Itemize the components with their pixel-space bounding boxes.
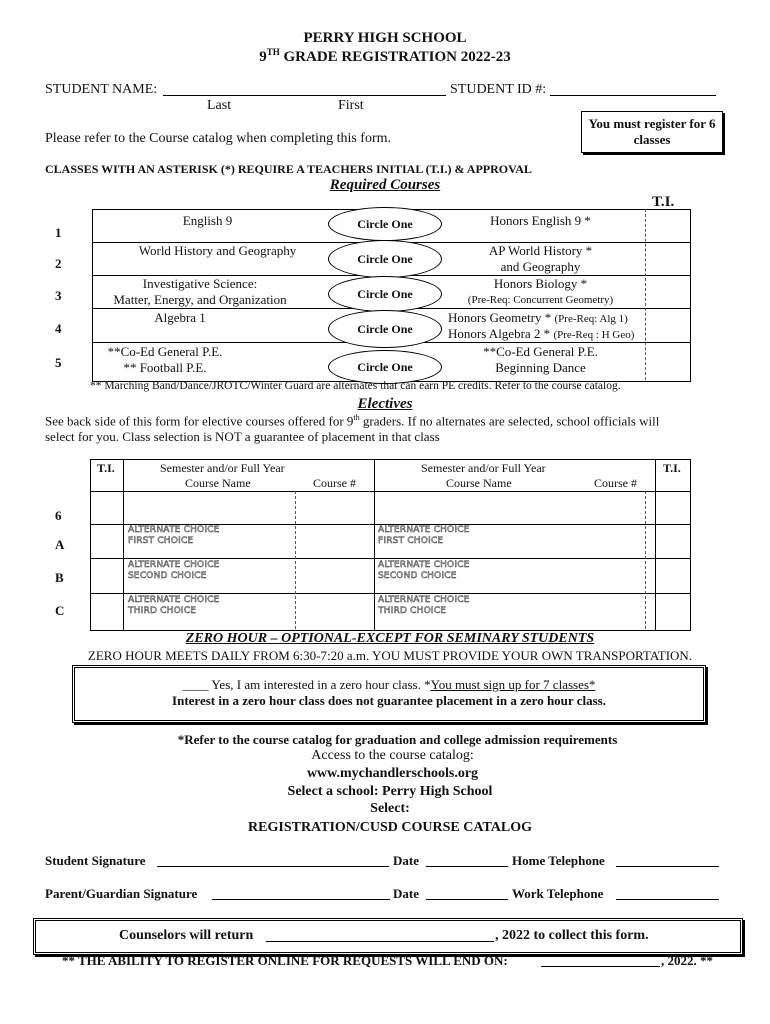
electives-desc-part: See back side of this form for elective courses offered for 9 <box>45 413 354 429</box>
alt-line2: FIRST CHOICE <box>378 536 444 546</box>
online-deadline-line[interactable] <box>541 966 660 967</box>
alternate-second-left <box>128 560 220 582</box>
catalog-url[interactable]: www.mychandlerschools.org <box>306 766 479 781</box>
alt-line1: ALTERNATE CHOICE <box>378 595 470 605</box>
electives-ti-left: T.I. <box>97 461 115 475</box>
catalog-select: Select: <box>370 801 410 816</box>
course-beginning-dance[interactable]: Beginning Dance <box>495 360 586 375</box>
electives-description <box>45 413 659 429</box>
grade-superscript: TH <box>266 47 280 57</box>
course-world-history[interactable]: World History and Geography <box>138 243 297 258</box>
date-label: Date <box>393 853 419 868</box>
course-name-header-left: Course Name <box>185 476 251 490</box>
catalog-refer: *Refer to the course catalog for graduation and college admission requirements <box>177 732 618 747</box>
parent-date-line[interactable] <box>426 899 508 900</box>
required-courses-heading: Required Courses <box>329 177 441 193</box>
zero-hour-meets: ZERO HOUR MEETS DAILY FROM 6:30-7:20 a.m. YOU MUST PROVIDE YOUR OWN TRANSPORTATION. <box>87 648 693 663</box>
pe-footnote: ** Marching Band/Dance/JROTC/Winter Guard are alternates that can earn PE credits. Refer to the course catalog. <box>90 380 621 392</box>
course-investigative-science[interactable]: Investigative Science: <box>142 276 258 291</box>
elective-row-label: B <box>55 570 64 585</box>
home-phone-line[interactable] <box>616 866 719 867</box>
course-num-header-left: Course # <box>313 476 356 490</box>
catalog-note: Please refer to the Course catalog when completing this form. <box>45 131 392 146</box>
electives-ti-right: T.I. <box>663 461 681 475</box>
student-signature-line[interactable] <box>157 866 389 867</box>
course-honors-biology[interactable]: Honors Biology * <box>493 276 588 291</box>
first-name-label: First <box>338 98 364 113</box>
course-honors-english-9[interactable]: Honors English 9 * <box>490 213 591 228</box>
semester-header-right: Semester and/or Full Year <box>421 461 546 475</box>
honors-geometry-label: Honors Geometry * <box>448 310 555 325</box>
elective-row-label: A <box>55 537 65 552</box>
signup-text: You must sign up for 7 classes* <box>430 677 596 692</box>
course-ap-world-history-line2: and Geography <box>500 259 581 274</box>
honors-algebra-label: Honors Algebra 2 * <box>448 326 554 341</box>
circle-one-oval[interactable]: Circle One <box>328 310 442 348</box>
elective-row-label: C <box>55 603 65 618</box>
electives-row-divider <box>90 491 690 492</box>
student-signature-label: Student Signature <box>45 853 146 868</box>
electives-row-divider <box>90 558 690 559</box>
counselors-date-line[interactable] <box>266 941 494 942</box>
form-title <box>0 47 770 66</box>
course-ap-world-history[interactable]: AP World History * <box>488 243 593 258</box>
alternate-second-right <box>378 560 470 582</box>
alt-line2: SECOND CHOICE <box>378 571 457 581</box>
alt-line1: ALTERNATE CHOICE <box>378 525 470 535</box>
electives-desc-part: graders. If no alternates are selected, school officials will <box>359 413 660 429</box>
circle-one-oval[interactable]: Circle One <box>328 350 442 384</box>
row-number: 4 <box>55 321 62 336</box>
course-honors-geometry[interactable] <box>448 310 628 326</box>
honors-biology-prereq: (Pre-Req: Concurrent Geometry) <box>467 294 614 306</box>
electives-desc-sup: th <box>353 413 360 422</box>
catalog-select-school: Select a school: Perry High School <box>287 784 493 799</box>
home-phone-label: Home Telephone <box>512 853 605 868</box>
circle-one-oval[interactable]: Circle One <box>328 207 442 241</box>
alternate-first-left <box>128 525 220 547</box>
ti-label: T.I. <box>652 194 675 210</box>
course-english-9[interactable]: English 9 <box>182 213 233 228</box>
zero-hour-heading: ZERO HOUR – OPTIONAL-EXCEPT FOR SEMINARY STUDENTS <box>185 631 595 646</box>
alternate-first-right <box>378 525 470 547</box>
semester-header-left: Semester and/or Full Year <box>160 461 285 475</box>
grade-title-rest: GRADE REGISTRATION 2022-23 <box>279 49 511 65</box>
online-deadline-a: ** THE ABILITY TO REGISTER ONLINE FOR REQUESTS WILL END ON: <box>62 953 508 968</box>
zero-hour-guarantee: Interest in a zero hour class does not guarantee placement in a zero hour class. <box>172 693 606 708</box>
alt-line2: SECOND CHOICE <box>128 571 207 581</box>
row-number: 5 <box>55 355 62 370</box>
honors-algebra-prereq: (Pre-Req : H Geo) <box>553 329 635 341</box>
student-date-line[interactable] <box>426 866 508 867</box>
student-name-label: STUDENT NAME: <box>45 82 158 97</box>
ti-column-left <box>123 459 124 630</box>
catalog-access: Access to the course catalog: <box>311 748 474 763</box>
alt-line1: ALTERNATE CHOICE <box>128 560 220 570</box>
alternate-third-left <box>128 595 220 617</box>
course-football-pe[interactable]: ** Football P.E. <box>123 360 207 375</box>
course-num-header-right: Course # <box>594 476 637 490</box>
student-id-label: STUDENT ID #: <box>450 82 547 97</box>
alt-line2: FIRST CHOICE <box>128 536 194 546</box>
center-column-divider <box>374 459 375 630</box>
last-name-label: Last <box>207 98 232 113</box>
catalog-name: REGISTRATION/CUSD COURSE CATALOG <box>248 820 532 835</box>
alt-line1: ALTERNATE CHOICE <box>128 525 220 535</box>
alt-line2: THIRD CHOICE <box>128 606 197 616</box>
course-algebra-1[interactable]: Algebra 1 <box>154 310 206 325</box>
student-id-line[interactable] <box>550 95 716 96</box>
parent-signature-line[interactable] <box>212 899 390 900</box>
electives-description-line2: select for you. Class selection is NOT a guarantee of placement in that class <box>45 429 440 444</box>
honors-geometry-prereq: (Pre-Req: Alg 1) <box>554 313 628 325</box>
interest-text: Yes, I am interested in a zero hour class. * <box>208 677 431 692</box>
circle-one-oval[interactable]: Circle One <box>328 276 442 312</box>
counselors-text-a: Counselors will return <box>119 928 254 943</box>
asterisk-note: CLASSES WITH AN ASTERISK (*) REQUIRE A TEACHERS INITIAL (T.I.) & APPROVAL <box>45 162 532 176</box>
student-name-line[interactable] <box>163 95 446 96</box>
online-deadline-b: , 2022. ** <box>661 953 713 968</box>
date-label: Date <box>393 886 419 901</box>
grade-number: 9 <box>259 49 267 65</box>
interest-blank[interactable]: ____ <box>182 677 209 692</box>
ti-column-right <box>655 459 656 630</box>
course-num-divider-left <box>295 491 296 629</box>
ti-column-divider <box>645 209 646 380</box>
alternate-third-right <box>378 595 470 617</box>
work-phone-label: Work Telephone <box>512 886 604 901</box>
electives-row-divider <box>90 593 690 594</box>
alt-line1: ALTERNATE CHOICE <box>378 560 470 570</box>
course-investigative-science-line2: Matter, Energy, and Organization <box>113 292 287 307</box>
alt-line2: THIRD CHOICE <box>378 606 447 616</box>
alt-line1: ALTERNATE CHOICE <box>128 595 220 605</box>
electives-heading: Electives <box>357 396 413 412</box>
school-name: PERRY HIGH SCHOOL <box>303 30 467 46</box>
parent-signature-label: Parent/Guardian Signature <box>45 886 198 901</box>
elective-row-label: 6 <box>55 508 62 523</box>
circle-one-oval[interactable]: Circle One <box>328 240 442 278</box>
course-coed-pe-right[interactable]: **Co-Ed General P.E. <box>483 344 598 359</box>
row-number: 3 <box>55 288 62 303</box>
course-honors-algebra-2[interactable] <box>448 326 634 342</box>
course-name-header-right: Course Name <box>446 476 512 490</box>
course-coed-pe[interactable]: **Co-Ed General P.E. <box>107 344 223 359</box>
counselors-text-b: , 2022 to collect this form. <box>495 928 649 943</box>
zero-hour-interest[interactable] <box>72 677 706 693</box>
work-phone-line[interactable] <box>616 899 719 900</box>
course-num-divider-right <box>645 491 646 629</box>
row-number: 2 <box>55 256 62 271</box>
row-number: 1 <box>55 225 62 240</box>
notice-box: You must register for 6 classes <box>581 111 723 153</box>
